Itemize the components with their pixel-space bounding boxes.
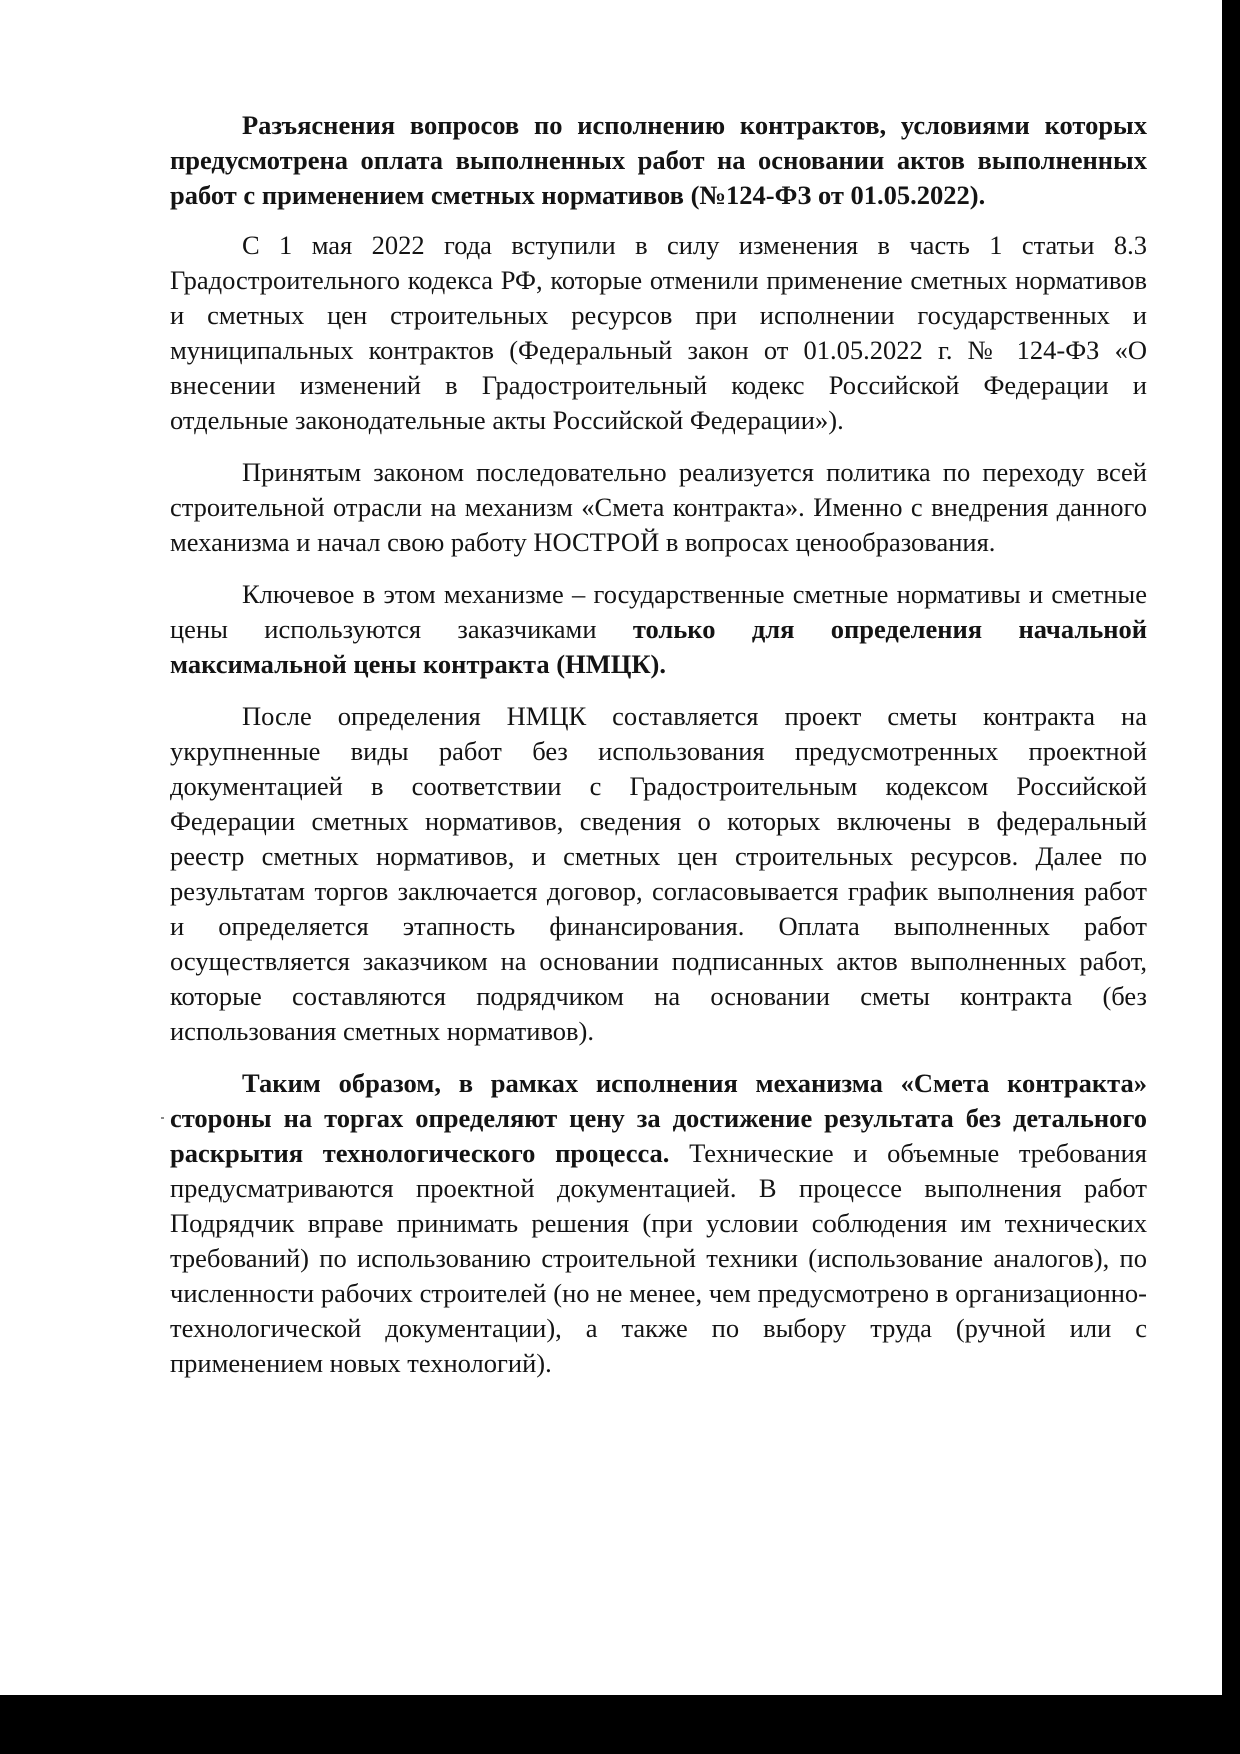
- paragraph-law-change: С 1 мая 2022 года вступили в силу изменения в часть 1 статьи 8.3 Градостроительного кодекса РФ, которые отменили применение сметных нормативов и сметных цен строительных ресурсов при исполнении государственных и муниципальных контрактов (Федеральный закон от 01.05.2022 г. № 124-ФЗ «О внесении изменений в Градостроительный кодекс Российской Федерации и отдельные законодательные акты Российской Федерации»).: [170, 230, 1147, 435]
- paragraph-policy: Принятым законом последовательно реализуется политика по переходу всей строительной отрасли на механизм «Смета контракта». Именно с внедрения данного механизма и начал свою работу НОСТРОЙ в вопросах ценообразования.: [170, 457, 1147, 557]
- conclusion-emphasis: Таким образом, в рамках исполнения механизма «Смета контракта» стороны на торгах определяют цену за достижение результата без детального раскрытия технологического процесса.: [170, 1068, 1147, 1168]
- document-body: [170, 108, 1147, 1398]
- conclusion-text: Технические и объемные требования предусматриваются проектной документацией. В процессе выполнения работ Подрядчик вправе принимать решения (при условии соблюдения им технических требований) по использованию строительной техники (использование аналогов), по численности рабочих строителей (но не менее, чем предусмотрено в организационно-технологической документации), а также по выбору труда (ручной или с применением новых технологий).: [170, 1138, 1147, 1378]
- paragraph-conclusion: [170, 1066, 1147, 1381]
- scan-edge-bottom: [0, 1695, 1240, 1754]
- paragraph-procedure: После определения НМЦК составляется проект сметы контракта на укрупненные виды работ без использования предусмотренных проектной документацией в соответствии с Градостроительным кодексом Российской Федерации сметных нормативов, сведения о которых включены в федеральный реестр сметных нормативов, и сметных цен строительных ресурсов. Далее по результатам торгов заключается договор, согласовывается график выполнения работ и определяется этапность финансирования. Оплата выполненных работ осуществляется заказчиком на основании подписанных актов выполненных работ, которые составляются подрядчиком на основании сметы контракта (без использования сметных нормативов).: [170, 701, 1147, 1046]
- scan-edge-right: [1222, 0, 1240, 1695]
- key-point-emphasis: только для определения начальной максимальной цены контракта (НМЦК).: [170, 614, 1147, 679]
- document-title: Разъяснения вопросов по исполнению контрактов, условиями которых предусмотрена оплата выполненных работ на основании актов выполненных работ с применением сметных нормативов (№124-ФЗ от 01.05.2022).: [170, 110, 1147, 210]
- scan-artifact: [161, 1117, 164, 1119]
- key-point-text: Ключевое в этом механизме – государственные сметные нормативы и сметные цены используются заказчиками: [170, 579, 1147, 644]
- paragraph-key-point: [170, 577, 1147, 682]
